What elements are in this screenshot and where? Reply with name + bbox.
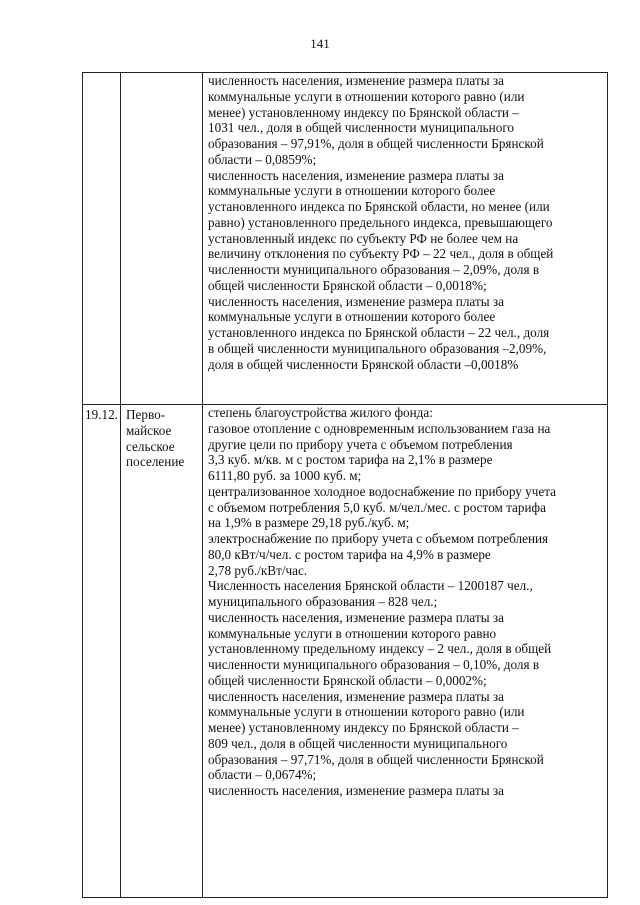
content-line: 809 чел., доля в общей численности муниципального: [208, 735, 508, 751]
content-line: численности муниципального образования – 2,09%, доля в: [208, 262, 540, 277]
content-line: области – 0,0674%;: [208, 767, 317, 783]
name-line: сельское: [126, 438, 175, 454]
content-line: на 1,9% в размере 29,18 руб./куб. м;: [208, 515, 410, 531]
content-line: численность населения, изменение размера платы за: [208, 73, 504, 88]
row-number-cell: 19.12.: [83, 405, 121, 898]
content-line: 3,3 куб. м/кв. м с ростом тарифа на 2,1% в размере: [208, 452, 493, 468]
content-line: Численность населения Брянской области – 1200187 чел.,: [208, 578, 533, 594]
content-line: численность населения, изменение размера платы за: [208, 688, 504, 704]
content-line: электроснабжение по прибору учета с объемом потребления: [208, 531, 549, 546]
content-line: общей численности Брянской области – 0,0002%;: [208, 672, 487, 688]
content-line: установленного индекса по Брянской области, но менее (или: [208, 199, 550, 214]
content-line: численность населения, изменение размера платы за: [208, 609, 504, 625]
row-name-cell: [121, 73, 203, 405]
content-line: установленный индекс по субъекту РФ не более чем на: [208, 230, 519, 246]
name-line: майское: [126, 422, 172, 438]
content-line: области – 0,0859%;: [208, 151, 317, 167]
content-line: менее) установленному индексу по Брянской области –: [208, 104, 519, 120]
content-line: газовое отопление с одновременным использованием газа на: [208, 420, 551, 436]
data-table: [82, 72, 608, 898]
content-line: численность населения, изменение размера платы за: [208, 167, 504, 183]
content-line: муниципального образования – 828 чел.;: [208, 594, 438, 609]
content-line: 6111,80 руб. за 1000 куб. м;: [208, 468, 362, 483]
content-line: с объемом потребления 5,0 куб. м/чел./мес. с ростом тарифа: [208, 499, 546, 515]
content-line: общей численности Брянской области – 0,0018%;: [208, 277, 487, 293]
page-number: 141: [310, 36, 330, 51]
content-line: другие цели по прибору учета с объемом потребления: [208, 436, 513, 452]
content-line: коммунальные услуги в отношении которого равно (или: [208, 704, 525, 720]
content-line: величину отклонения по субъекту РФ – 22 чел., доля в общей: [208, 246, 554, 262]
row-name-cell: [121, 405, 203, 898]
row-content-cell: [203, 73, 608, 405]
table-row: [83, 73, 608, 405]
name-line: поселение: [126, 454, 185, 470]
content-line: в общей численности муниципального образования –2,09%,: [208, 340, 547, 356]
row-number-cell: [83, 73, 121, 405]
content-line: численность населения, изменение размера платы за: [208, 293, 504, 309]
content-line: степень благоустройства жилого фонда:: [208, 405, 433, 420]
name-line: Перво-: [126, 407, 166, 422]
content-line: 1031 чел., доля в общей численности муниципального: [208, 120, 514, 136]
content-line: коммунальные услуги в отношении которого более: [208, 309, 496, 325]
row-content-cell: [203, 405, 608, 898]
content-line: менее) установленному индексу по Брянской области –: [208, 720, 519, 735]
content-line: установленного индекса по Брянской области – 22 чел., доля: [208, 325, 550, 340]
content-line: доля в общей численности Брянской области –0,0018%: [208, 356, 519, 372]
content-line: численность населения, изменение размера платы за: [208, 783, 504, 798]
content-line: коммунальные услуги в отношении которого более: [208, 183, 496, 199]
content-line: централизованное холодное водоснабжение по прибору учета: [208, 483, 557, 499]
content-line: коммунальные услуги в отношении которого равно: [208, 625, 497, 641]
content-line: 2,78 руб./кВт/час.: [208, 562, 308, 578]
content-line: равно) установленного предельного индекса, превышающего: [208, 214, 553, 230]
content-line: коммунальные услуги в отношении которого равно (или: [208, 88, 525, 104]
table-row: [83, 405, 608, 898]
content-line: образования – 97,91%, доля в общей численности Брянской: [208, 136, 544, 151]
content-line: 80,0 кВт/ч/чел. с ростом тарифа на 4,9% в размере: [208, 546, 491, 562]
content-line: установленному предельному индексу – 2 чел., доля в общей: [208, 641, 552, 657]
content-line: образования – 97,71%, доля в общей численности Брянской: [208, 751, 544, 767]
content-line: численности муниципального образования – 0,10%, доля в: [208, 657, 540, 672]
